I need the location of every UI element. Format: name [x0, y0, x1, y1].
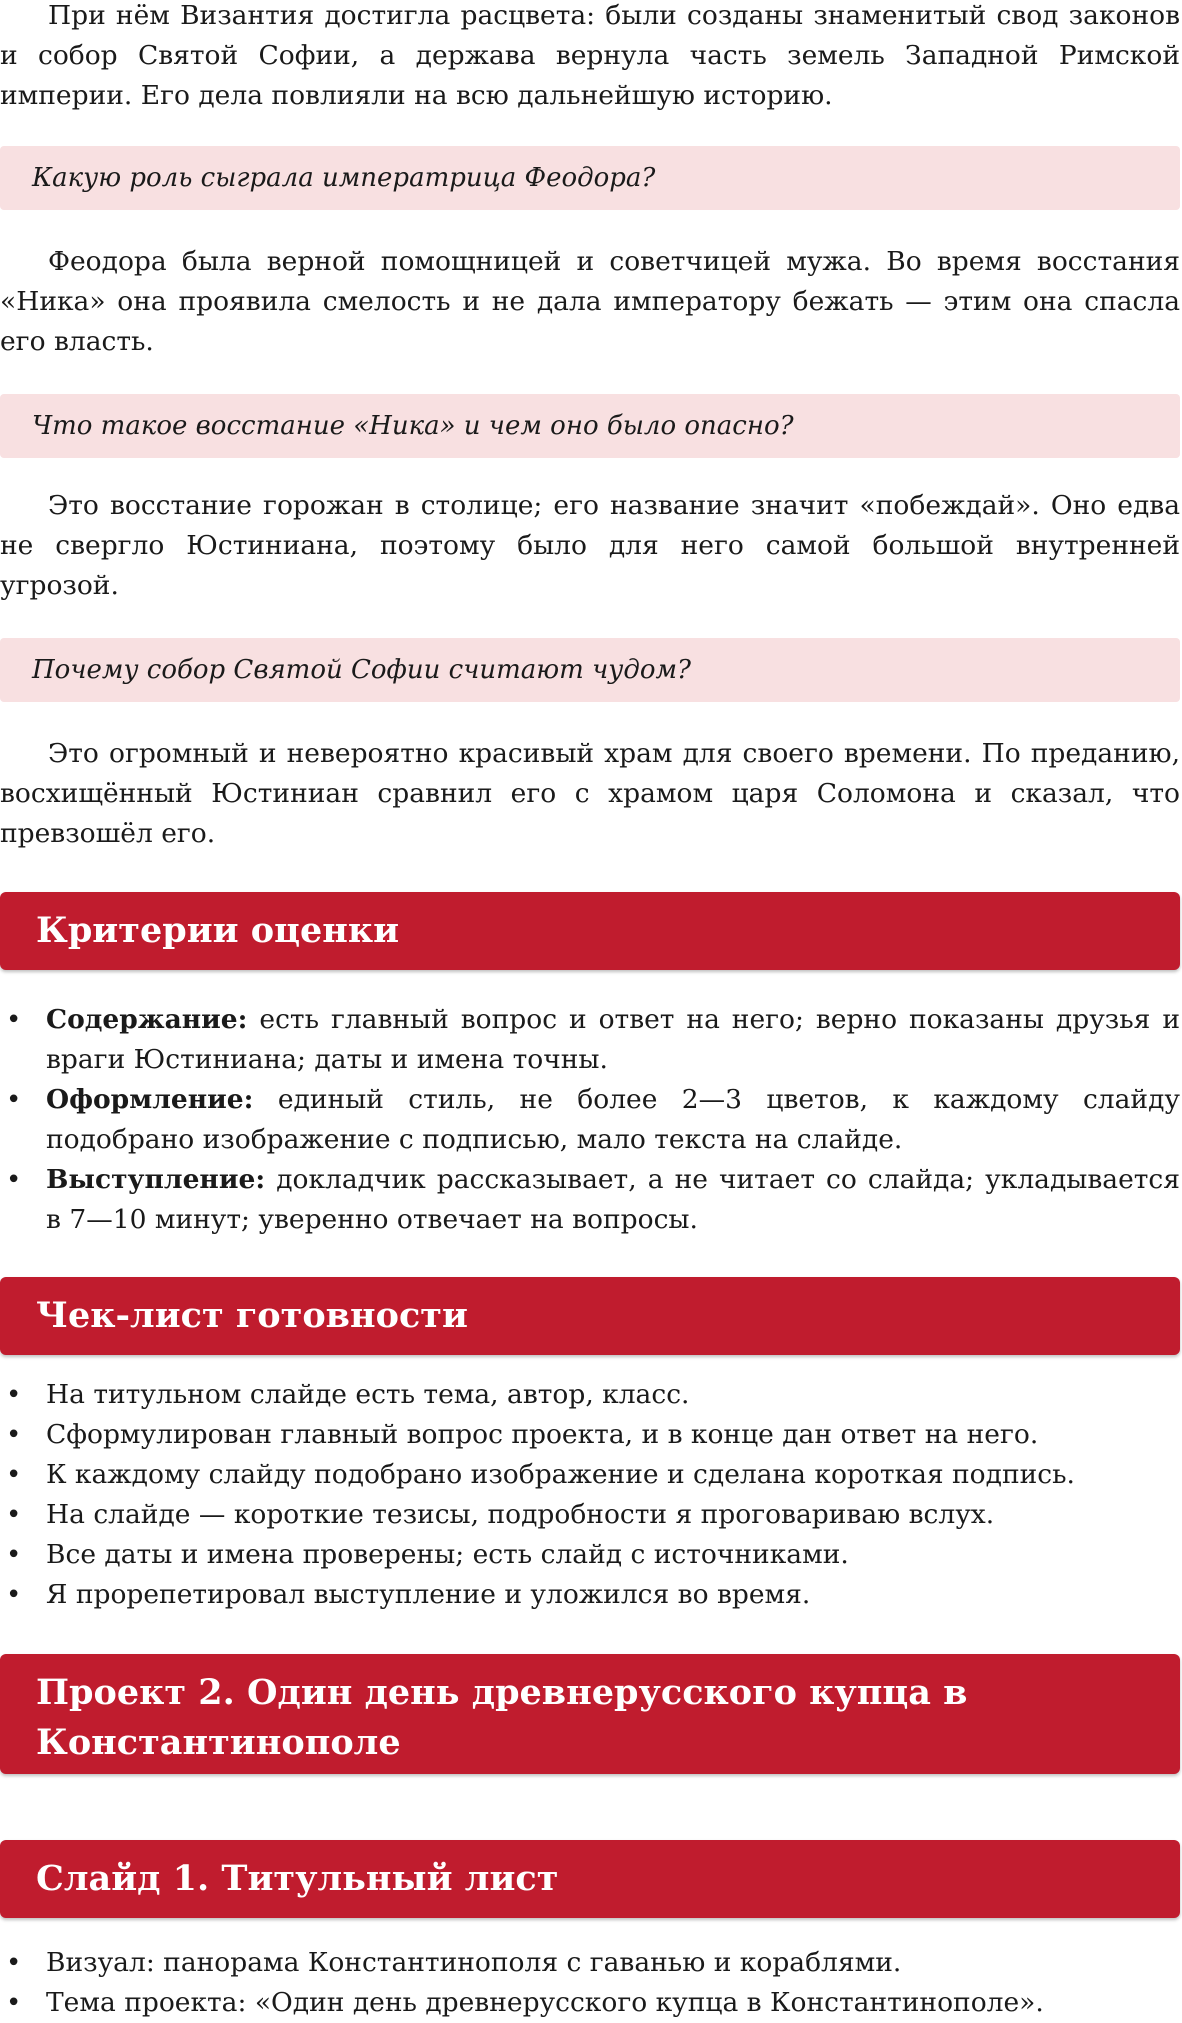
- section-heading-slide-1: Слайд 1. Титульный лист: [0, 1840, 1180, 1918]
- list-item: [0, 1983, 1180, 2023]
- checklist-text: На титульном слайде есть тема, автор, класс.: [46, 1379, 690, 1410]
- criteria-term: Содержание:: [46, 1004, 248, 1035]
- checklist-list: [0, 1375, 1180, 1615]
- slide1-list: [0, 1943, 1180, 2023]
- slide1-text: Тема проекта: «Один день древнерусского купца в Константинополе».: [46, 1987, 1044, 2018]
- list-item: [0, 1943, 1180, 1983]
- list-item: [0, 1535, 1180, 1575]
- answer-paragraph: Это восстание горожан в столице; его название значит «побеждай». Оно едва не свергло Юстиниана, поэтому было для него самой большой внутренней угрозой.: [0, 490, 1180, 601]
- criteria-list: [0, 1000, 1180, 1240]
- criteria-term: Выступление:: [46, 1164, 266, 1195]
- question-box: Что такое восстание «Ника» и чем оно было опасно?: [0, 394, 1180, 458]
- list-item: [0, 1455, 1180, 1495]
- bullet-icon: •: [6, 1085, 22, 1115]
- bullet-icon: •: [6, 1420, 22, 1450]
- slide1-text: Визуал: панорама Константинополя с гаванью и кораблями.: [46, 1947, 902, 1978]
- bullet-icon: •: [6, 1380, 22, 1410]
- list-item: [0, 1080, 1180, 1160]
- checklist-text: Я прорепетировал выступление и уложился во время.: [46, 1579, 811, 1610]
- bullet-icon: •: [6, 1988, 22, 2018]
- bullet-icon: •: [6, 1005, 22, 1035]
- section-heading-criteria: Критерии оценки: [0, 892, 1180, 970]
- answer-paragraph: Это огромный и невероятно красивый храм для своего времени. По преданию, восхищённый Юстиниан сравнил его с храмом царя Соломона и сказал, что превзошёл его.: [0, 738, 1180, 849]
- list-item: [0, 1495, 1180, 1535]
- criteria-text: единый стиль, не более 2—3 цветов, к каждому слайду подобрано изображение с подписью, мало текста на слайде.: [46, 1084, 1180, 1155]
- list-item: [0, 1575, 1180, 1615]
- bullet-icon: •: [6, 1500, 22, 1530]
- bullet-icon: •: [6, 1540, 22, 1570]
- criteria-text: докладчик рассказывает, а не читает со слайда; укладывается в 7—10 минут; уверенно отвечает на вопросы.: [46, 1164, 1180, 1235]
- bullet-icon: •: [6, 1165, 22, 1195]
- checklist-text: Все даты и имена проверены; есть слайд с источниками.: [46, 1539, 849, 1570]
- section-heading-project-2: Проект 2. Один день древнерусского купца в Константинополе: [0, 1654, 1180, 1774]
- list-item: [0, 1000, 1180, 1080]
- checklist-text: Сформулирован главный вопрос проекта, и в конце дан ответ на него.: [46, 1419, 1039, 1450]
- list-item: [0, 1415, 1180, 1455]
- answer-paragraph: Феодора была верной помощницей и советчицей мужа. Во время восстания «Ника» она проявила смелость и не дала императору бежать — этим она спасла его власть.: [0, 246, 1180, 357]
- section-heading-checklist: Чек-лист готовности: [0, 1277, 1180, 1355]
- criteria-text: есть главный вопрос и ответ на него; верно показаны друзья и враги Юстиниана; даты и имена точны.: [46, 1004, 1180, 1075]
- bullet-icon: •: [6, 1460, 22, 1490]
- bullet-icon: •: [6, 1580, 22, 1610]
- intro-paragraph: При нём Византия достигла расцвета: были созданы знаменитый свод законов и собор Святой Софии, а держава вернула часть земель Западной Римской империи. Его дела повлияли на всю дальнейшую историю.: [0, 0, 1180, 111]
- bullet-icon: •: [6, 1948, 22, 1978]
- list-item: [0, 1160, 1180, 1240]
- criteria-term: Оформление:: [46, 1084, 254, 1115]
- checklist-text: На слайде — короткие тезисы, подробности я проговариваю вслух.: [46, 1499, 995, 1530]
- question-box: Какую роль сыграла императрица Феодора?: [0, 146, 1180, 210]
- checklist-text: К каждому слайду подобрано изображение и сделана короткая подпись.: [46, 1459, 1075, 1490]
- list-item: [0, 1375, 1180, 1415]
- question-box: Почему собор Святой Софии считают чудом?: [0, 638, 1180, 702]
